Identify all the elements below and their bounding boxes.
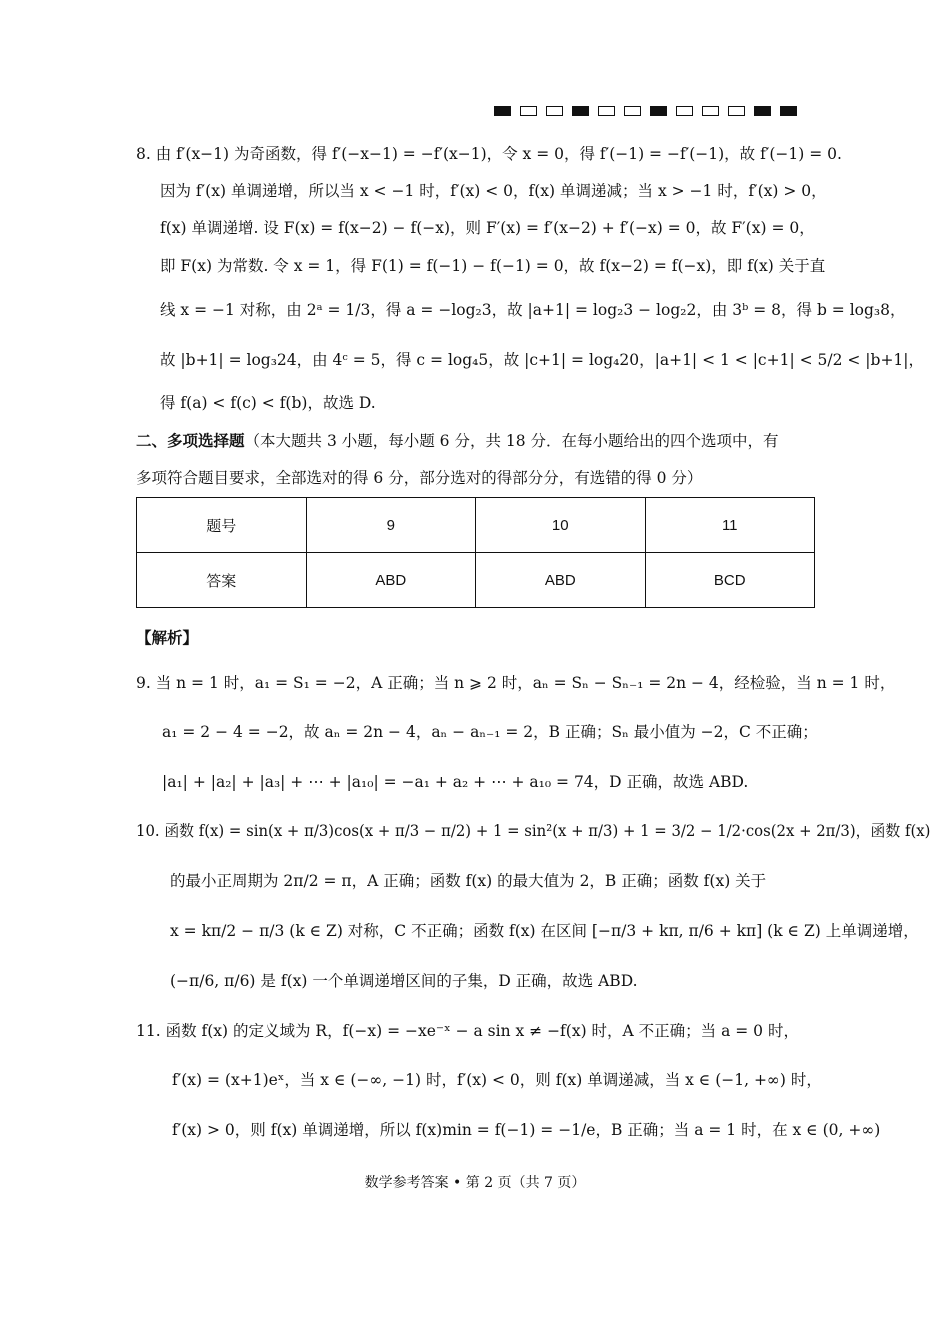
q8-line-2: 因为 f′(x) 单调递增，所以当 x < −1 时，f′(x) < 0，f(x) 单调递减；当 x > −1 时，f′(x) > 0， bbox=[160, 182, 827, 200]
table-cell: ABD bbox=[476, 553, 646, 608]
filled-square-mark bbox=[650, 106, 667, 116]
filled-square-mark bbox=[572, 106, 589, 116]
table-cell: 10 bbox=[476, 498, 646, 553]
q9-line-2: a₁ = 2 − 4 = −2，故 aₙ = 2n − 4，aₙ − aₙ₋₁ = 2，B 正确；Sₙ 最小值为 −2，C 不正确； bbox=[162, 723, 818, 741]
q8-line-3: f(x) 单调递增. 设 F(x) = f(x−2) − f(−x)，则 F′(x) = f′(x−2) + f′(−x) = 0，故 F′(x) = 0， bbox=[160, 219, 815, 237]
empty-square-mark bbox=[728, 106, 745, 116]
q11-line-1: 11. 函数 f(x) 的定义域为 R，f(−x) = −xe⁻ˣ − a sin x ≠ −f(x) 时，A 不正确；当 a = 0 时， bbox=[136, 1022, 799, 1040]
q8-line-6: 故 |b+1| = log₃24，由 4ᶜ = 5，得 c = log₄5，故 |c+1| = log₄20，|a+1| < 1 < |c+1| < 5/2 < |b+1|， bbox=[160, 351, 925, 369]
empty-square-mark bbox=[702, 106, 719, 116]
empty-square-mark bbox=[598, 106, 615, 116]
q9-line-3: |a₁| + |a₂| + |a₃| + ⋯ + |a₁₀| = −a₁ + a₂ + ⋯ + a₁₀ = 74，D 正确，故选 ABD. bbox=[162, 773, 749, 791]
empty-square-mark bbox=[546, 106, 563, 116]
table-cell: ABD bbox=[306, 553, 476, 608]
section-2-desc-1: （本大题共 3 小题，每小题 6 分，共 18 分．在每小题给出的四个选项中，有 bbox=[244, 432, 779, 450]
q11-line-3: f′(x) > 0，则 f(x) 单调递增，所以 f(x)min = f(−1) = −1/e，B 正确；当 a = 1 时，在 x ∈ (0, +∞) bbox=[172, 1121, 881, 1139]
table-cell: 9 bbox=[306, 498, 476, 553]
q8-line-7: 得 f(a) < f(c) < f(b)，故选 D. bbox=[160, 394, 376, 412]
filled-square-mark bbox=[780, 106, 797, 116]
header-marks bbox=[494, 106, 797, 116]
analysis-label: 【解析】 bbox=[136, 629, 199, 647]
answer-table bbox=[136, 497, 815, 608]
table-header-row bbox=[137, 498, 815, 553]
q10-line-4: (−π/6, π/6) 是 f(x) 一个单调递增区间的子集，D 正确，故选 ABD. bbox=[170, 972, 638, 990]
q8-line-4: 即 F(x) 为常数. 令 x = 1，得 F(1) = f(−1) − f(−1) = 0，故 f(x−2) = f(−x)，即 f(x) 关于直 bbox=[160, 257, 826, 275]
q9-line-1: 9. 当 n = 1 时，a₁ = S₁ = −2，A 正确；当 n ⩾ 2 时，aₙ = Sₙ − Sₙ₋₁ = 2n − 4，经检验，当 n = 1 时， bbox=[136, 674, 896, 692]
section-2-desc-2: 多项符合题目要求，全部选对的得 6 分，部分选对的得部分分，有选错的得 0 分） bbox=[136, 469, 703, 487]
q8-line-1: 8. 由 f′(x−1) 为奇函数，得 f′(−x−1) = −f′(x−1)，令 x = 0，得 f′(−1) = −f′(−1)，故 f′(−1) = 0. bbox=[136, 145, 842, 163]
q8-line-5: 线 x = −1 对称，由 2ᵃ = 1/3，得 a = −log₂3，故 |a+1| = log₂3 − log₂2，由 3ᵇ = 8，得 b = log₃8， bbox=[160, 301, 906, 319]
table-cell: 题号 bbox=[137, 498, 307, 553]
empty-square-mark bbox=[676, 106, 693, 116]
q11-line-2: f′(x) = (x+1)eˣ，当 x ∈ (−∞, −1) 时，f′(x) < 0，则 f(x) 单调递减，当 x ∈ (−1, +∞) 时， bbox=[172, 1071, 822, 1089]
q10-line-3: x = kπ/2 − π/3 (k ∈ Z) 对称，C 不正确；函数 f(x) 在区间 [−π/3 + kπ, π/6 + kπ] (k ∈ Z) 上单调递增， bbox=[170, 922, 919, 940]
section-2-heading-line bbox=[136, 430, 779, 452]
filled-square-mark bbox=[494, 106, 511, 116]
empty-square-mark bbox=[520, 106, 537, 116]
table-cell: 11 bbox=[645, 498, 815, 553]
q10-line-1: 10. 函数 f(x) = sin(x + π/3)cos(x + π/3 − π/2) + 1 = sin²(x + π/3) + 1 = 3/2 − 1/2·cos(2x + 2π/3)，函数 f(x) bbox=[136, 822, 931, 840]
table-cell: 答案 bbox=[137, 553, 307, 608]
page-footer: 数学参考答案 • 第 2 页（共 7 页） bbox=[364, 1175, 586, 1191]
table-row bbox=[137, 553, 815, 608]
empty-square-mark bbox=[624, 106, 641, 116]
section-2-title: 二、多项选择题 bbox=[136, 432, 245, 450]
filled-square-mark bbox=[754, 106, 771, 116]
q10-line-2: 的最小正周期为 2π/2 = π，A 正确；函数 f(x) 的最大值为 2，B 正确；函数 f(x) 关于 bbox=[170, 872, 767, 890]
table-cell: BCD bbox=[645, 553, 815, 608]
